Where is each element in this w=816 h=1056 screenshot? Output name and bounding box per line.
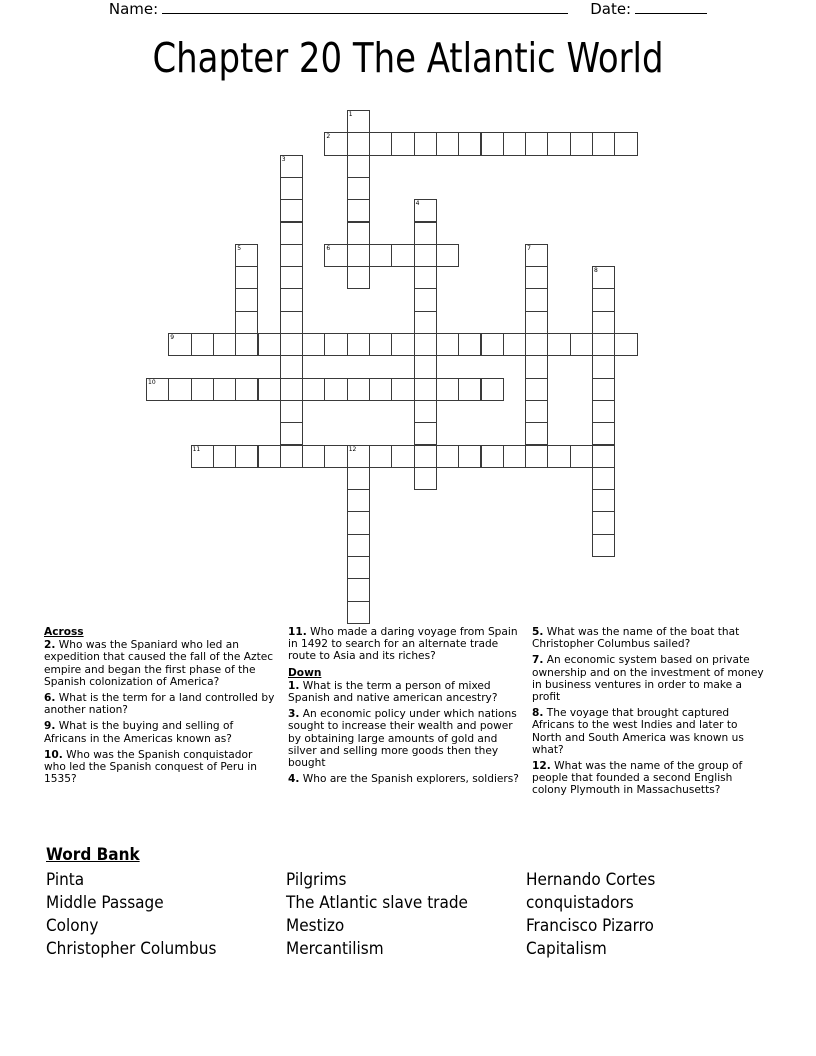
crossword-cell[interactable]	[280, 266, 303, 289]
word-bank-item: Mestizo	[286, 916, 345, 936]
crossword-cell[interactable]	[280, 177, 303, 200]
crossword-cell[interactable]	[414, 132, 437, 155]
crossword-cell[interactable]	[414, 199, 437, 222]
crossword-cell[interactable]	[347, 244, 370, 267]
crossword-cell[interactable]	[503, 333, 526, 356]
crossword-cell[interactable]	[614, 333, 637, 356]
crossword-cell[interactable]	[235, 445, 258, 468]
crossword-cell[interactable]	[324, 132, 347, 155]
clue-text: What is the term a person of mixed Spanish and native american ancestry?	[288, 679, 498, 705]
clue-down-3	[288, 708, 521, 769]
clue-down-7	[532, 654, 765, 703]
crossword-cell[interactable]	[436, 378, 459, 401]
crossword-cell[interactable]	[547, 333, 570, 356]
crossword-cell[interactable]	[414, 445, 437, 468]
crossword-cell-number: 10	[148, 378, 156, 386]
word-bank-item: The Atlantic slave trade	[286, 893, 468, 913]
crossword-cell-number: 5	[237, 244, 242, 252]
crossword-cell[interactable]	[503, 445, 526, 468]
crossword-cell[interactable]	[414, 355, 437, 378]
crossword-cell-number: 12	[348, 445, 357, 453]
crossword-cell[interactable]	[570, 132, 593, 155]
crossword-cell[interactable]	[235, 266, 258, 289]
clue-number: 12.	[532, 760, 551, 773]
clue-text: Who was the Spanish conquistador who led the Spanish conquest of Peru in 1535?	[44, 748, 257, 786]
crossword-cell[interactable]	[280, 244, 303, 267]
crossword-cell[interactable]	[481, 132, 504, 155]
crossword-cell[interactable]	[347, 467, 370, 490]
clue-number: 7.	[532, 654, 544, 667]
word-bank-item: Capitalism	[526, 939, 607, 959]
crossword-cell[interactable]	[235, 378, 258, 401]
crossword-cell[interactable]	[369, 445, 392, 468]
word-bank-item: Hernando Cortes	[526, 870, 656, 890]
word-bank-item: Middle Passage	[46, 893, 164, 913]
crossword-cell[interactable]	[347, 601, 370, 624]
crossword-cell[interactable]	[191, 445, 214, 468]
clue-number: 9.	[44, 720, 56, 733]
crossword-cell[interactable]	[302, 333, 325, 356]
crossword-cell[interactable]	[391, 132, 414, 155]
crossword-cell[interactable]	[235, 244, 258, 267]
crossword-cell[interactable]	[525, 244, 548, 267]
across-heading: Across	[44, 626, 84, 638]
clue-number: 2.	[44, 639, 56, 652]
crossword-cell[interactable]	[436, 244, 459, 267]
crossword-cell[interactable]	[592, 511, 615, 534]
crossword-cell[interactable]	[592, 422, 615, 445]
clue-text: What was the name of the group of people that founded a second English colony Plymouth in Massachusetts?	[532, 760, 743, 797]
name-label: Name:	[108, 0, 159, 18]
clue-down-5	[532, 626, 765, 650]
crossword-cell[interactable]	[280, 199, 303, 222]
crossword-cell[interactable]	[592, 445, 615, 468]
crossword-cell-number: 11	[192, 445, 201, 453]
crossword-cell[interactable]	[347, 511, 370, 534]
crossword-cell[interactable]	[258, 333, 281, 356]
crossword-cell[interactable]	[347, 445, 370, 468]
crossword-cell[interactable]	[436, 132, 459, 155]
crossword-cell[interactable]	[414, 311, 437, 334]
crossword-cell[interactable]	[213, 445, 236, 468]
crossword-cell[interactable]	[525, 378, 548, 401]
clue-across-9	[44, 720, 277, 744]
clue-column-3	[532, 626, 765, 826]
page-title: Chapter 20 The Atlantic World	[152, 34, 664, 82]
crossword-cell[interactable]	[369, 333, 392, 356]
crossword-cell[interactable]	[570, 333, 593, 356]
crossword-cell[interactable]	[481, 333, 504, 356]
crossword-cell[interactable]	[436, 333, 459, 356]
crossword-cell[interactable]	[369, 244, 392, 267]
crossword-cell[interactable]	[191, 378, 214, 401]
crossword-cell[interactable]	[414, 266, 437, 289]
crossword-cell[interactable]	[503, 132, 526, 155]
crossword-cell[interactable]	[347, 489, 370, 512]
crossword-cell[interactable]	[280, 422, 303, 445]
crossword-cell[interactable]	[280, 378, 303, 401]
crossword-cell[interactable]	[280, 333, 303, 356]
crossword-cell[interactable]	[525, 311, 548, 334]
clue-across-11	[288, 626, 521, 663]
date-label: Date:	[590, 0, 632, 18]
down-heading: Down	[288, 666, 322, 679]
crossword-cell[interactable]	[168, 378, 191, 401]
crossword-cell[interactable]	[324, 445, 347, 468]
crossword-cell-number: 2	[326, 133, 331, 141]
clue-number: 10.	[44, 748, 63, 761]
crossword-cell[interactable]	[592, 288, 615, 311]
clues-section	[44, 626, 774, 826]
crossword-cell[interactable]	[592, 355, 615, 378]
crossword-cell[interactable]	[324, 244, 347, 267]
crossword-cell-number: 8	[594, 267, 598, 275]
crossword-cell[interactable]	[481, 445, 504, 468]
word-bank-item: Pinta	[46, 870, 85, 890]
crossword-cell[interactable]	[191, 333, 214, 356]
clue-text: An economic policy under which nations sought to increase their wealth and power by obtaining large amounts of gold and silver and selling more goods then they bought	[288, 708, 517, 770]
clue-text: The voyage that brought captured Africans to the west Indies and later to North and South America was known us what?	[532, 707, 744, 756]
crossword-cell[interactable]	[592, 132, 615, 155]
word-bank-item: Colony	[46, 916, 99, 936]
crossword-cell[interactable]	[280, 288, 303, 311]
crossword-cell[interactable]	[481, 378, 504, 401]
clue-text: What was the name of the boat that Christopher Columbus sailed?	[532, 626, 740, 651]
clue-number: 1.	[288, 679, 300, 692]
crossword-cell[interactable]	[347, 132, 370, 155]
crossword-cell[interactable]	[213, 378, 236, 401]
clue-text: Who are the Spanish explorers, soldiers?	[302, 773, 519, 786]
crossword-cell[interactable]	[525, 333, 548, 356]
crossword-cell[interactable]	[302, 445, 325, 468]
crossword-grid[interactable]	[0, 105, 816, 625]
crossword-cell[interactable]	[280, 400, 303, 423]
word-bank-list	[46, 869, 776, 961]
crossword-cell[interactable]	[235, 311, 258, 334]
clue-number: 8.	[532, 707, 544, 720]
clue-number: 3.	[288, 708, 300, 721]
crossword-cell[interactable]	[525, 266, 548, 289]
crossword-cell[interactable]	[414, 333, 437, 356]
crossword-cell-number: 1	[348, 111, 353, 118]
word-bank-section	[46, 845, 776, 961]
crossword-cell[interactable]	[414, 422, 437, 445]
clue-across-10	[44, 749, 277, 786]
crossword-cell[interactable]	[458, 378, 481, 401]
clue-text: What is the buying and selling of Africans in the Americas known as?	[44, 720, 234, 745]
crossword-cell[interactable]	[614, 132, 637, 155]
crossword-cell[interactable]	[570, 445, 593, 468]
crossword-cell[interactable]	[213, 333, 236, 356]
crossword-cell[interactable]	[592, 467, 615, 490]
crossword-cell[interactable]	[592, 534, 615, 557]
clue-across-2	[44, 639, 277, 688]
clue-down-1	[288, 680, 521, 704]
crossword-cell[interactable]	[280, 155, 303, 178]
crossword-cell[interactable]	[436, 445, 459, 468]
word-bank-item: Christopher Columbus	[46, 939, 217, 959]
crossword-cell-number: 4	[415, 200, 420, 208]
crossword-cell[interactable]	[414, 244, 437, 267]
clue-column-1	[44, 626, 277, 826]
clue-text: What is the term for a land controlled by another nation?	[44, 692, 275, 717]
crossword-cell[interactable]	[391, 445, 414, 468]
crossword-cell[interactable]	[391, 244, 414, 267]
word-bank-item: Mercantilism	[286, 939, 384, 959]
crossword-cell[interactable]	[280, 311, 303, 334]
clue-column-2	[288, 626, 521, 826]
clue-number: 4.	[288, 773, 300, 786]
crossword-cell[interactable]	[525, 132, 548, 155]
clue-number: 5.	[532, 626, 544, 638]
crossword-cell[interactable]	[592, 333, 615, 356]
crossword-cell[interactable]	[525, 288, 548, 311]
crossword-cell[interactable]	[458, 445, 481, 468]
date-blank-line[interactable]	[635, 0, 707, 14]
crossword-cell[interactable]	[592, 489, 615, 512]
crossword-cell[interactable]	[347, 534, 370, 557]
crossword-cell[interactable]	[525, 445, 548, 468]
clue-number: 11.	[288, 626, 307, 638]
crossword-cell[interactable]	[324, 378, 347, 401]
crossword-cell[interactable]	[458, 132, 481, 155]
crossword-cell-number: 7	[527, 244, 531, 252]
crossword-cell-number: 6	[326, 244, 331, 252]
crossword-cell[interactable]	[525, 400, 548, 423]
crossword-cell[interactable]	[525, 422, 548, 445]
crossword-cell[interactable]	[324, 333, 347, 356]
crossword-cell[interactable]	[168, 333, 191, 356]
crossword-cell[interactable]	[280, 355, 303, 378]
crossword-cell[interactable]	[347, 556, 370, 579]
crossword-cell[interactable]	[592, 400, 615, 423]
crossword-cell[interactable]	[146, 378, 169, 401]
crossword-cell[interactable]	[258, 445, 281, 468]
clue-text: Who made a daring voyage from Spain in 1492 to search for an alternate trade route to Asia and its riches?	[288, 626, 518, 663]
clue-text: Who was the Spaniard who led an expedition that caused the fall of the Aztec empire and began the first phase of the Spanish colonization of America?	[44, 639, 274, 688]
clue-down-4	[288, 773, 521, 785]
crossword-cell[interactable]	[592, 266, 615, 289]
crossword-cell[interactable]	[347, 222, 370, 245]
crossword-cell[interactable]	[258, 378, 281, 401]
crossword-cell[interactable]	[547, 132, 570, 155]
crossword-cell[interactable]	[414, 222, 437, 245]
crossword-cell[interactable]	[347, 378, 370, 401]
crossword-cell[interactable]	[414, 288, 437, 311]
crossword-cell[interactable]	[347, 333, 370, 356]
name-date-header	[0, 0, 816, 26]
crossword-cell[interactable]	[547, 445, 570, 468]
clue-number: 6.	[44, 692, 56, 705]
crossword-cell[interactable]	[414, 400, 437, 423]
crossword-cell[interactable]	[369, 378, 392, 401]
crossword-cell[interactable]	[592, 311, 615, 334]
name-blank-line[interactable]	[162, 0, 568, 14]
crossword-cell[interactable]	[280, 445, 303, 468]
crossword-cell[interactable]	[235, 288, 258, 311]
clue-text: An economic system based on private ownership and on the investment of money in business ventures in order to make a profit	[532, 654, 764, 704]
word-bank-item: conquistadors	[526, 893, 634, 913]
crossword-cell[interactable]	[347, 266, 370, 289]
crossword-cell[interactable]	[235, 333, 258, 356]
crossword-cell[interactable]	[592, 378, 615, 401]
clue-across-6	[44, 692, 277, 716]
crossword-cell[interactable]	[414, 378, 437, 401]
crossword-cell[interactable]	[391, 333, 414, 356]
crossword-cell[interactable]	[369, 132, 392, 155]
crossword-cell[interactable]	[347, 199, 370, 222]
crossword-cell[interactable]	[347, 177, 370, 200]
crossword-cell[interactable]	[280, 222, 303, 245]
crossword-cell-number: 9	[170, 334, 175, 341]
word-bank-item: Francisco Pizarro	[526, 916, 654, 936]
crossword-cell[interactable]	[391, 378, 414, 401]
crossword-cell[interactable]	[347, 578, 370, 601]
word-bank-heading: Word Bank	[46, 845, 140, 865]
clue-down-12	[532, 760, 765, 797]
crossword-cell[interactable]	[302, 378, 325, 401]
clue-down-8	[532, 707, 765, 756]
crossword-cell[interactable]	[347, 155, 370, 178]
crossword-cell[interactable]	[525, 355, 548, 378]
crossword-cell[interactable]	[347, 110, 370, 133]
word-bank-item: Pilgrims	[286, 870, 347, 890]
crossword-cell[interactable]	[458, 333, 481, 356]
crossword-cell[interactable]	[414, 467, 437, 490]
crossword-cell-number: 3	[281, 155, 286, 163]
